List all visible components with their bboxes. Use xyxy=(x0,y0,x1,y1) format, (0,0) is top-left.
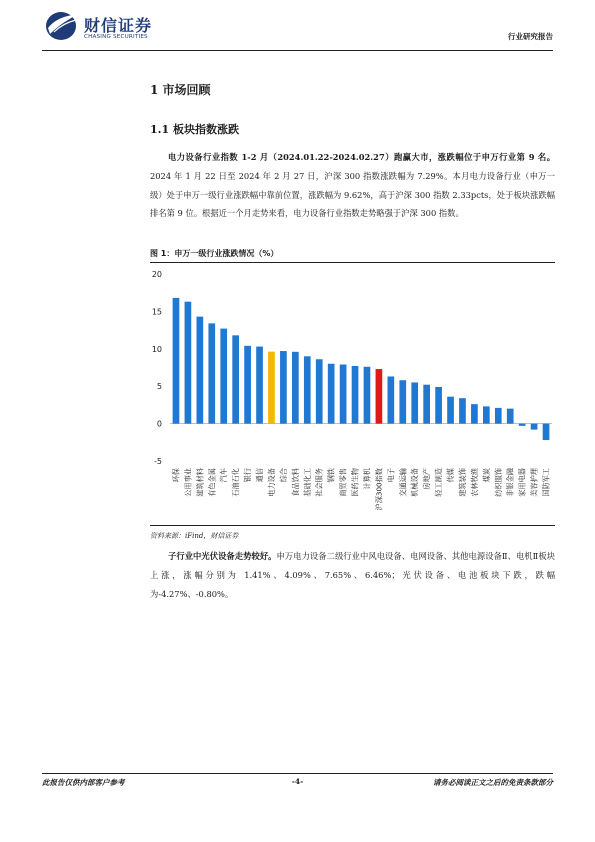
x-tick-label: 煤炭 xyxy=(481,468,491,483)
bar xyxy=(399,380,406,423)
x-tick-label: 电子 xyxy=(386,468,396,483)
paragraph-body: 2024 年 1 月 22 日至 2024 年 2 月 27 日，沪深 300 指数涨跌幅为 7.29%。本月电力设备行业（申万一级）处于申万一级行业涨跌幅中靠前位置，涨跌幅为 9.62%，高于沪深 300 指数 2.33pcts，处于板块涨跌幅排名第 9 位。根据近一个月走势来看，电力设备行业指数走势略强于沪深 300 指数。 xyxy=(150,170,555,219)
y-tick-label: -5 xyxy=(154,457,162,466)
bar xyxy=(447,397,454,424)
bar xyxy=(531,424,538,430)
footer-disclaimer-right: 请务必阅读正文之后的免责条款部分 xyxy=(433,778,553,787)
paragraph-lead: 子行业中光伏设备走势较好。 xyxy=(168,551,277,561)
bar xyxy=(495,408,502,424)
header-divider xyxy=(42,50,553,51)
company-logo xyxy=(44,10,174,44)
page-number: -4- xyxy=(291,777,304,786)
x-tick-label: 计算机 xyxy=(362,468,372,490)
bar xyxy=(208,323,215,423)
x-tick-label: 基础化工 xyxy=(302,468,312,497)
x-tick-label: 非银金融 xyxy=(505,468,515,497)
bar xyxy=(364,367,371,424)
x-tick-label: 食品饮料 xyxy=(290,468,300,497)
x-tick-label: 传媒 xyxy=(446,468,456,483)
bar xyxy=(543,424,550,440)
bar xyxy=(197,317,204,424)
x-tick-label: 环保 xyxy=(171,468,181,483)
bar xyxy=(376,369,383,424)
bar xyxy=(316,359,323,423)
bar xyxy=(352,366,359,424)
x-tick-label: 沪深300指数 xyxy=(374,468,384,511)
x-tick-label: 建筑装饰 xyxy=(457,468,467,497)
y-tick-label: 5 xyxy=(156,382,162,392)
logo-mark-icon xyxy=(44,10,80,42)
bar xyxy=(411,382,418,423)
bar xyxy=(304,356,311,423)
industry-returns-bar-chart xyxy=(140,262,560,524)
bar xyxy=(220,329,227,424)
y-tick-label: 10 xyxy=(151,344,162,354)
bar xyxy=(328,364,335,424)
x-tick-label: 石油石化 xyxy=(231,468,241,497)
x-tick-label: 有色金属 xyxy=(207,468,217,497)
paragraph-subsector xyxy=(150,547,555,603)
report-type: 行业研究报告 xyxy=(508,32,553,41)
y-tick-label: 0 xyxy=(156,419,162,429)
bar xyxy=(292,352,299,424)
footer-disclaimer-left: 此报告仅供内部客户参考 xyxy=(42,778,125,787)
x-tick-label: 综合 xyxy=(278,468,288,483)
bar xyxy=(507,409,514,424)
bar xyxy=(232,335,239,423)
bar xyxy=(244,346,251,424)
logo-text-cn: 财信证券 xyxy=(84,16,153,35)
x-tick-label: 国防军工 xyxy=(541,468,551,497)
x-tick-label: 机械设备 xyxy=(410,468,420,497)
subsection-heading: 1.1 板块指数涨跌 xyxy=(150,123,239,136)
bar xyxy=(256,347,263,424)
x-tick-label: 通信 xyxy=(255,468,265,483)
figure-source: 资料来源：iFind，财信证券 xyxy=(150,532,239,540)
bar xyxy=(268,352,275,424)
paragraph-body: 申万电力设备二级行业中风电设备、电网设备、其他电源设备Ⅱ、电机Ⅱ板块上涨，涨幅分别为 1.41%、4.09%、7.65%、6.46%；光伏设备、电池板块下跌，跌幅为-4.27%、-0.80%。 xyxy=(150,551,555,599)
bar xyxy=(435,387,442,424)
bar xyxy=(185,302,192,424)
y-tick-label: 15 xyxy=(151,307,162,317)
section-heading: 1 市场回顾 xyxy=(150,83,211,97)
x-tick-label: 钢铁 xyxy=(326,468,336,483)
x-tick-label: 医药生物 xyxy=(350,468,360,497)
x-tick-label: 交通运输 xyxy=(398,468,408,497)
x-tick-label: 房地产 xyxy=(422,468,432,490)
logo-text-en: CHASING SECURITIES xyxy=(84,34,148,40)
bar xyxy=(280,351,287,424)
x-tick-label: 建筑材料 xyxy=(195,468,205,497)
paragraph-lead: 电力设备行业指数 1-2 月（2024.01.22-2024.02.27）跑赢大市，涨跌幅位于申万行业第 9 名。 xyxy=(168,152,555,162)
x-tick-label: 农林牧渔 xyxy=(469,468,479,497)
paragraph-market-review xyxy=(150,148,555,223)
bar xyxy=(471,404,478,423)
y-tick-label: 20 xyxy=(151,270,162,279)
x-tick-label: 纺织服饰 xyxy=(493,468,503,497)
bar xyxy=(423,385,430,424)
bar xyxy=(459,398,466,423)
x-tick-label: 美容护理 xyxy=(529,468,539,497)
x-tick-label: 电力设备 xyxy=(266,468,276,497)
figure-bottom-rule xyxy=(150,525,555,526)
x-tick-label: 家用电器 xyxy=(517,468,527,497)
x-tick-label: 社会服务 xyxy=(314,468,324,497)
x-tick-label: 商贸零售 xyxy=(338,468,348,497)
x-tick-label: 轻工制造 xyxy=(434,468,444,497)
footer-divider xyxy=(42,773,553,774)
x-tick-label: 银行 xyxy=(243,468,253,483)
bar xyxy=(173,298,180,424)
bar xyxy=(483,406,490,423)
bar xyxy=(388,376,395,423)
x-tick-label: 公用事业 xyxy=(183,468,193,497)
bar xyxy=(519,424,526,426)
bar xyxy=(340,365,347,424)
figure-title: 图 1：申万一级行业涨跌情况（%） xyxy=(150,249,279,258)
x-tick-label: 汽车 xyxy=(219,468,229,483)
